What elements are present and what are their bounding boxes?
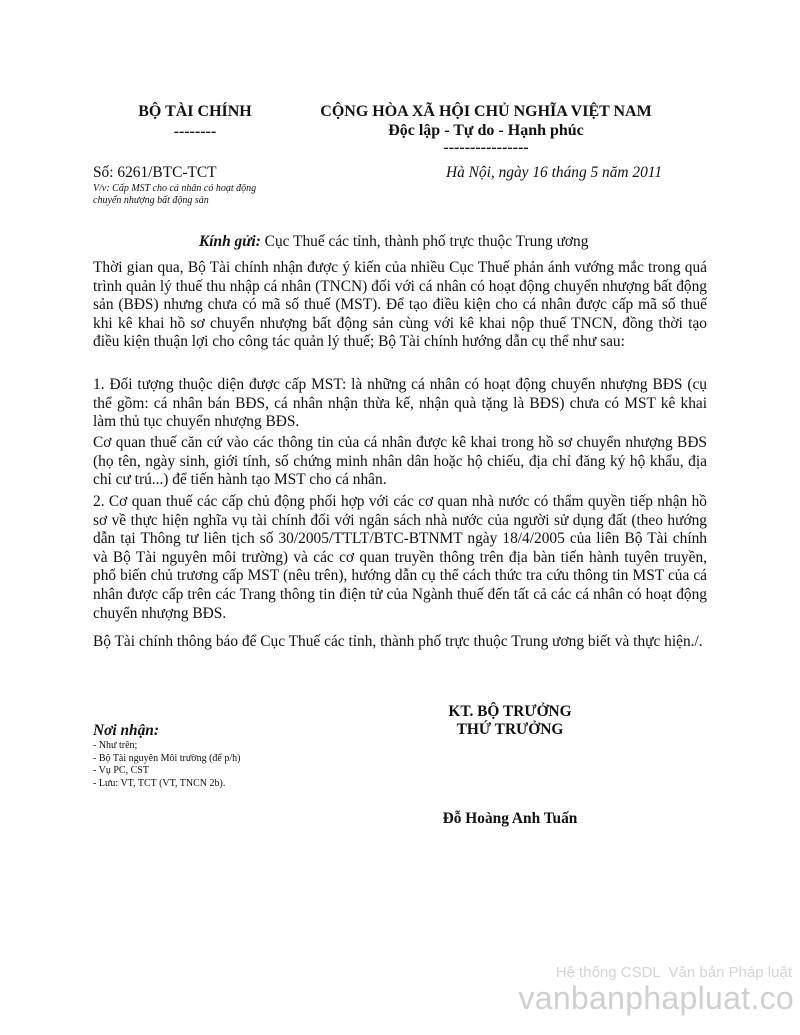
- place-date: Hà Nội, ngày 16 tháng 5 năm 2011: [446, 164, 663, 181]
- signer-name: Đỗ Hoàng Anh Tuấn: [442, 810, 578, 827]
- recipient-label: Kính gửi:: [199, 233, 261, 250]
- signature-title-1: KT. BỘ TRƯỞNG: [448, 703, 572, 720]
- paragraph-item-1: 1. Đối tượng thuộc diện được cấp MST: là những cá nhân có hoạt động chuyển nhượng BĐS (cụ thể gồm: cá nhân bán BĐS, cá nhân nhận thừa kế, nhận quà tặng là BĐS) chưa có MST kê khai làm thủ tục chuyển nhượng BĐS.: [93, 376, 707, 431]
- motto-separator: ----------------: [443, 139, 529, 156]
- signature-title-2: THỨ TRƯỞNG: [456, 721, 564, 738]
- ministry-name: BỘ TÀI CHÍNH: [138, 103, 252, 120]
- paragraph-item-2: 2. Cơ quan thuế các cấp chủ động phối hợp với các cơ quan nhà nước có thẩm quyền tiếp nhận hồ sơ về thực hiện nghĩa vụ tài chính đối với ngân sách nhà nước của người sử dụng đất (theo hướng dẫn tại Thông tư liên tịch số 30/2005/TTLT/BTC-BTNMT ngày 18/4/2005 của liên Bộ Tài chính và Bộ Tài nguyên môi trường) và các cơ quan truyền thông trên địa bàn tiến hành tuyên truyền, phổ biến chủ trương cấp MST (nêu trên), hướng dẫn cụ thể cách thức tra cứu thông tin MST của cá nhân được cấp trên các Trang thông tin điện tử của Ngành thuế đến tất cả các cá nhân có hoạt động chuyển nhượng BĐS.: [93, 493, 707, 622]
- ministry-separator: --------: [173, 123, 217, 140]
- recipients-heading: Nơi nhận:: [93, 722, 159, 739]
- subject-line-1: V/v: Cấp MST cho cá nhân có hoạt động: [93, 183, 257, 194]
- recipient-line: [199, 233, 588, 251]
- paragraph-intro: Thời gian qua, Bộ Tài chính nhận được ý kiến của nhiều Cục Thuế phản ánh vướng mắc trong quá trình quản lý thuế thu nhập cá nhân (TNCN) đối với cá nhân có hoạt động chuyển nhượng bất động sản (BĐS) nhưng chưa có mã số thuế (MST). Để tạo điều kiện cho cá nhân được cấp mã số thuế khi kê khai hồ sơ chuyển nhượng bất động sản cùng với kê khai nộp thuế TNCN, đồng thời tạo điều kiện thuận lợi cho công tác quản lý thuế; Bộ Tài chính hướng dẫn cụ thể như sau:: [93, 259, 707, 351]
- recipient-value: Cục Thuế các tỉnh, thành phố trực thuộc Trung ương: [260, 233, 589, 250]
- watermark-caption: Hệ thống CSDL Văn bản Pháp luật: [555, 964, 792, 981]
- list-item: - Bộ Tài nguyên Môi trường (để p/h): [93, 752, 241, 764]
- paragraph-closing: Bộ Tài chính thông báo để Cục Thuế các tỉnh, thành phố trực thuộc Trung ương biết và thực hiện./.: [93, 633, 703, 650]
- motto: Độc lập - Tự do - Hạnh phúc: [388, 122, 584, 139]
- nation-title: CỘNG HÒA XÃ HỘI CHỦ NGHĨA VIỆT NAM: [320, 103, 652, 120]
- paragraph-item-1-detail: Cơ quan thuế căn cứ vào các thông tin của cá nhân được kê khai trong hồ sơ chuyển nhượng BĐS (họ tên, ngày sinh, giới tính, số chứng minh nhân dân hoặc hộ chiếu, địa chỉ đăng ký hộ khẩu, địa chỉ cư trú...) để tiến hành tạo MST cho cá nhân.: [93, 434, 707, 489]
- recipients-list: [93, 740, 240, 790]
- list-item: - Như trên;: [93, 740, 138, 751]
- list-item: - Lưu: VT, TCT (VT, TNCN 2b).: [93, 777, 226, 789]
- list-item: - Vụ PC, CST: [93, 765, 149, 776]
- document-number: Số: 6261/BTC-TCT: [93, 164, 217, 181]
- watermark-site: vanbanphapluat.co: [518, 980, 794, 1016]
- subject-line-2: chuyển nhượng bất động sản: [93, 195, 209, 206]
